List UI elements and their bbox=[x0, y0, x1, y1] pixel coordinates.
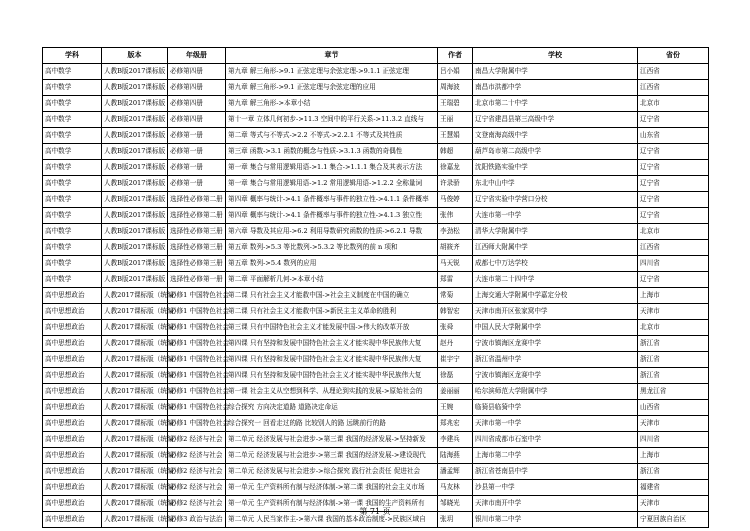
cell-edition: 人教2017课标版（统编） bbox=[102, 304, 168, 320]
cell-edition: 人教B版2017课标版 bbox=[102, 144, 168, 160]
header-grade-volume: 年级册 bbox=[168, 48, 226, 64]
cell-subject: 高中思想政治 bbox=[43, 496, 102, 512]
cell-edition: 人教2017课标版（统编） bbox=[102, 384, 168, 400]
cell-edition: 人教2017课标版（统编） bbox=[102, 336, 168, 352]
cell-subject: 高中数学 bbox=[43, 128, 102, 144]
cell-subject: 高中数学 bbox=[43, 64, 102, 80]
cell-school: 银川市第二中学 bbox=[473, 512, 638, 528]
cell-grade-volume: 选择性必修第一册 bbox=[168, 272, 226, 288]
cell-province: 四川省 bbox=[638, 256, 709, 272]
cell-school: 江西师大附属中学 bbox=[473, 240, 638, 256]
cell-subject: 高中思想政治 bbox=[43, 304, 102, 320]
table-row bbox=[43, 432, 709, 448]
cell-subject: 高中思想政治 bbox=[43, 336, 102, 352]
cell-province: 浙江省 bbox=[638, 368, 709, 384]
table-row bbox=[43, 304, 709, 320]
cell-edition: 人教2017课标版（统编） bbox=[102, 512, 168, 528]
table-row bbox=[43, 208, 709, 224]
cell-grade-volume: 必修第四册 bbox=[168, 96, 226, 112]
table-row bbox=[43, 176, 709, 192]
cell-grade-volume: 必修2 经济与社会 bbox=[168, 480, 226, 496]
cell-author: 陆海燕 bbox=[438, 448, 473, 464]
cell-edition: 人教2017课标版（统编） bbox=[102, 496, 168, 512]
cell-author: 常菊 bbox=[438, 288, 473, 304]
cell-province: 江西省 bbox=[638, 64, 709, 80]
cell-grade-volume: 必修1 中国特色社会 bbox=[168, 320, 226, 336]
cell-subject: 高中思想政治 bbox=[43, 320, 102, 336]
cell-grade-volume: 必修第四册 bbox=[168, 80, 226, 96]
table-row bbox=[43, 224, 709, 240]
cell-province: 江西省 bbox=[638, 240, 709, 256]
cell-province: 山东省 bbox=[638, 128, 709, 144]
cell-grade-volume: 必修1 中国特色社会 bbox=[168, 400, 226, 416]
cell-author: 韩智宏 bbox=[438, 304, 473, 320]
cell-author: 邹晓光 bbox=[438, 496, 473, 512]
table-row bbox=[43, 288, 709, 304]
cell-subject: 高中数学 bbox=[43, 176, 102, 192]
cell-subject: 高中思想政治 bbox=[43, 480, 102, 496]
cell-author: 崔宇宁 bbox=[438, 352, 473, 368]
cell-province: 山西省 bbox=[638, 400, 709, 416]
cell-province: 福建省 bbox=[638, 480, 709, 496]
cell-grade-volume: 必修1 中国特色社会 bbox=[168, 368, 226, 384]
cell-chapter: 第二单元 经济发展与社会进步->第三课 我国的经济发展->建设现代 bbox=[226, 448, 438, 464]
table-row bbox=[43, 160, 709, 176]
cell-author: 郑雷 bbox=[438, 272, 473, 288]
cell-school: 浙江省苍南县中学 bbox=[473, 464, 638, 480]
cell-subject: 高中思想政治 bbox=[43, 512, 102, 528]
table-row bbox=[43, 464, 709, 480]
cell-chapter: 第五章 数列->5.3 等比数列->5.3.2 等比数列的前 n 项和 bbox=[226, 240, 438, 256]
cell-edition: 人教2017课标版（统编） bbox=[102, 416, 168, 432]
cell-edition: 人教B版2017课标版 bbox=[102, 80, 168, 96]
cell-chapter: 第三课 只有中国特色社会主义才能发展中国->伟大的改革开放 bbox=[226, 320, 438, 336]
cell-grade-volume: 选择性必修第三册 bbox=[168, 256, 226, 272]
cell-province: 北京市 bbox=[638, 96, 709, 112]
table-row bbox=[43, 256, 709, 272]
cell-edition: 人教B版2017课标版 bbox=[102, 256, 168, 272]
cell-subject: 高中思想政治 bbox=[43, 368, 102, 384]
cell-chapter: 第十一章 立体几何初步->11.3 空间中的平行关系->11.3.2 直线与 bbox=[226, 112, 438, 128]
cell-author: 王慧娟 bbox=[438, 128, 473, 144]
cell-school: 宁波市镇海区龙赛中学 bbox=[473, 336, 638, 352]
cell-grade-volume: 必修2 经济与社会 bbox=[168, 464, 226, 480]
cell-chapter: 第四课 只有坚持和发展中国特色社会主义才能实现中华民族伟大复 bbox=[226, 336, 438, 352]
cell-province: 辽宁省 bbox=[638, 112, 709, 128]
cell-school: 宁波市镇海区龙赛中学 bbox=[473, 368, 638, 384]
cell-school: 辽宁省实验中学营口分校 bbox=[473, 192, 638, 208]
cell-province: 天津市 bbox=[638, 496, 709, 512]
cell-chapter: 第二课 只有社会主义才能救中国->新民主主义革命的胜利 bbox=[226, 304, 438, 320]
cell-school: 四川省成都市石室中学 bbox=[473, 432, 638, 448]
cell-grade-volume: 必修第一册 bbox=[168, 144, 226, 160]
cell-author: 郑兆宏 bbox=[438, 416, 473, 432]
cell-edition: 人教2017课标版（统编） bbox=[102, 400, 168, 416]
cell-edition: 人教B版2017课标版 bbox=[102, 208, 168, 224]
cell-province: 上海市 bbox=[638, 448, 709, 464]
cell-school: 东北中山中学 bbox=[473, 176, 638, 192]
cell-school: 天津市第一中学 bbox=[473, 416, 638, 432]
cell-grade-volume: 必修1 中国特色社会 bbox=[168, 288, 226, 304]
cell-subject: 高中思想政治 bbox=[43, 464, 102, 480]
cell-province: 辽宁省 bbox=[638, 208, 709, 224]
data-table bbox=[42, 47, 709, 528]
cell-subject: 高中数学 bbox=[43, 160, 102, 176]
cell-edition: 人教2017课标版（统编） bbox=[102, 288, 168, 304]
table-row bbox=[43, 64, 709, 80]
cell-author: 姜丽丽 bbox=[438, 384, 473, 400]
cell-author: 赵丹 bbox=[438, 336, 473, 352]
table-row bbox=[43, 128, 709, 144]
cell-subject: 高中思想政治 bbox=[43, 432, 102, 448]
cell-subject: 高中数学 bbox=[43, 272, 102, 288]
cell-edition: 人教B版2017课标版 bbox=[102, 240, 168, 256]
cell-province: 辽宁省 bbox=[638, 192, 709, 208]
table-row bbox=[43, 144, 709, 160]
table-row bbox=[43, 80, 709, 96]
cell-school: 临猗县临猗中学 bbox=[473, 400, 638, 416]
cell-school: 成都七中万达学校 bbox=[473, 256, 638, 272]
cell-grade-volume: 必修2 经济与社会 bbox=[168, 496, 226, 512]
cell-chapter: 第二单元 经济发展与社会进步->综合探究 践行社会责任 促进社会 bbox=[226, 464, 438, 480]
cell-author: 潘孟辉 bbox=[438, 464, 473, 480]
cell-province: 辽宁省 bbox=[638, 176, 709, 192]
table-row bbox=[43, 448, 709, 464]
cell-edition: 人教B版2017课标版 bbox=[102, 160, 168, 176]
cell-school: 天津市南开中学 bbox=[473, 496, 638, 512]
cell-author: 王瑞碧 bbox=[438, 96, 473, 112]
cell-school: 沙县第一中学 bbox=[473, 480, 638, 496]
cell-subject: 高中思想政治 bbox=[43, 288, 102, 304]
table-row bbox=[43, 320, 709, 336]
cell-author: 李劲松 bbox=[438, 224, 473, 240]
cell-province: 浙江省 bbox=[638, 352, 709, 368]
cell-subject: 高中数学 bbox=[43, 208, 102, 224]
cell-chapter: 第一单元 生产资料所有制与经济体制->第二课 我国的社会主义市场 bbox=[226, 480, 438, 496]
cell-grade-volume: 必修第一册 bbox=[168, 176, 226, 192]
table-row bbox=[43, 352, 709, 368]
cell-author: 胡筱齐 bbox=[438, 240, 473, 256]
cell-province: 辽宁省 bbox=[638, 144, 709, 160]
cell-chapter: 第二章 等式与不等式->2.2 不等式->2.2.1 不等式及其性质 bbox=[226, 128, 438, 144]
cell-author: 马俊婷 bbox=[438, 192, 473, 208]
cell-edition: 人教B版2017课标版 bbox=[102, 112, 168, 128]
cell-edition: 人教B版2017课标版 bbox=[102, 192, 168, 208]
table-row bbox=[43, 480, 709, 496]
cell-author: 马友林 bbox=[438, 480, 473, 496]
cell-grade-volume: 必修1 中国特色社会 bbox=[168, 304, 226, 320]
table-row bbox=[43, 112, 709, 128]
table-row bbox=[43, 96, 709, 112]
cell-school: 大连市第二十四中学 bbox=[473, 272, 638, 288]
table-row bbox=[43, 384, 709, 400]
cell-chapter: 综合探究 方向决定道路 道路决定命运 bbox=[226, 400, 438, 416]
cell-province: 浙江省 bbox=[638, 464, 709, 480]
cell-grade-volume: 必修1 中国特色社会 bbox=[168, 384, 226, 400]
cell-author: 吕小娟 bbox=[438, 64, 473, 80]
cell-grade-volume: 必修3 政治与法治 bbox=[168, 512, 226, 528]
table-row bbox=[43, 400, 709, 416]
cell-province: 浙江省 bbox=[638, 336, 709, 352]
cell-grade-volume: 选择性必修第二册 bbox=[168, 208, 226, 224]
header-school: 学校 bbox=[473, 48, 638, 64]
cell-school: 浙江省温州中学 bbox=[473, 352, 638, 368]
cell-subject: 高中思想政治 bbox=[43, 448, 102, 464]
cell-school: 南昌市洪都中学 bbox=[473, 80, 638, 96]
cell-province: 天津市 bbox=[638, 416, 709, 432]
cell-author: 韩超 bbox=[438, 144, 473, 160]
cell-school: 中国人民大学附属中学 bbox=[473, 320, 638, 336]
cell-author: 张舜 bbox=[438, 320, 473, 336]
cell-subject: 高中思想政治 bbox=[43, 384, 102, 400]
cell-subject: 高中思想政治 bbox=[43, 400, 102, 416]
cell-grade-volume: 必修第四册 bbox=[168, 64, 226, 80]
cell-edition: 人教2017课标版（统编） bbox=[102, 368, 168, 384]
cell-province: 上海市 bbox=[638, 288, 709, 304]
cell-edition: 人教B版2017课标版 bbox=[102, 176, 168, 192]
cell-chapter: 第二课 只有社会主义才能救中国->社会主义制度在中国的确立 bbox=[226, 288, 438, 304]
cell-subject: 高中数学 bbox=[43, 240, 102, 256]
cell-subject: 高中数学 bbox=[43, 80, 102, 96]
cell-edition: 人教2017课标版（统编） bbox=[102, 320, 168, 336]
cell-edition: 人教2017课标版（统编） bbox=[102, 480, 168, 496]
header-chapter: 章节 bbox=[226, 48, 438, 64]
cell-edition: 人教2017课标版（统编） bbox=[102, 352, 168, 368]
cell-subject: 高中数学 bbox=[43, 144, 102, 160]
cell-subject: 高中数学 bbox=[43, 112, 102, 128]
cell-chapter: 第四章 概率与统计->4.1 条件概率与事件的独立性->4.1.1 条件概率 bbox=[226, 192, 438, 208]
cell-chapter: 第九章 解三角形->9.1 正弦定理与余弦定理->9.1.1 正弦定理 bbox=[226, 64, 438, 80]
cell-author: 张伟 bbox=[438, 208, 473, 224]
cell-grade-volume: 选择性必修第二册 bbox=[168, 192, 226, 208]
cell-subject: 高中数学 bbox=[43, 96, 102, 112]
cell-grade-volume: 必修第四册 bbox=[168, 112, 226, 128]
cell-chapter: 第四课 只有坚持和发展中国特色社会主义才能实现中华民族伟大复 bbox=[226, 368, 438, 384]
cell-author: 徐嘉龙 bbox=[438, 160, 473, 176]
cell-chapter: 综合探究一 回看走过的路 比较别人的路 远眺前行的路 bbox=[226, 416, 438, 432]
cell-chapter: 第二单元 人民当家作主->第六课 我国的基本政治制度->民族区域自 bbox=[226, 512, 438, 528]
cell-grade-volume: 必修1 中国特色社会 bbox=[168, 352, 226, 368]
cell-chapter: 第五章 数列->5.4 数列的应用 bbox=[226, 256, 438, 272]
table-row bbox=[43, 336, 709, 352]
cell-subject: 高中思想政治 bbox=[43, 416, 102, 432]
cell-edition: 人教B版2017课标版 bbox=[102, 224, 168, 240]
cell-chapter: 第三章 函数->3.1 函数的概念与性质->3.1.3 函数的奇偶性 bbox=[226, 144, 438, 160]
cell-author: 徐磊 bbox=[438, 368, 473, 384]
cell-school: 大连市第一中学 bbox=[473, 208, 638, 224]
cell-grade-volume: 必修第一册 bbox=[168, 160, 226, 176]
cell-school: 天津市南开区张家窝中学 bbox=[473, 304, 638, 320]
header-author: 作者 bbox=[438, 48, 473, 64]
cell-school: 哈尔滨师范大学附属中学 bbox=[473, 384, 638, 400]
cell-edition: 人教2017课标版（统编） bbox=[102, 464, 168, 480]
cell-subject: 高中数学 bbox=[43, 192, 102, 208]
header-subject: 学科 bbox=[43, 48, 102, 64]
table-body bbox=[43, 64, 709, 528]
cell-school: 清华大学附属中学 bbox=[473, 224, 638, 240]
cell-province: 北京市 bbox=[638, 224, 709, 240]
cell-author: 许录骄 bbox=[438, 176, 473, 192]
cell-school: 上海市第二中学 bbox=[473, 448, 638, 464]
cell-school: 上海交通大学附属中学嘉定分校 bbox=[473, 288, 638, 304]
cell-author: 王丽 bbox=[438, 112, 473, 128]
table-row bbox=[43, 368, 709, 384]
cell-province: 辽宁省 bbox=[638, 272, 709, 288]
cell-province: 辽宁省 bbox=[638, 160, 709, 176]
cell-school: 沈阳铁路实验中学 bbox=[473, 160, 638, 176]
cell-province: 北京市 bbox=[638, 320, 709, 336]
cell-province: 天津市 bbox=[638, 304, 709, 320]
cell-grade-volume: 必修1 中国特色社会 bbox=[168, 336, 226, 352]
cell-chapter: 第六章 导数及其应用->6.2 利用导数研究函数的性质->6.2.1 导数 bbox=[226, 224, 438, 240]
cell-province: 黑龙江省 bbox=[638, 384, 709, 400]
header-row bbox=[43, 48, 709, 64]
cell-subject: 高中思想政治 bbox=[43, 352, 102, 368]
cell-author: 周海波 bbox=[438, 80, 473, 96]
table-header bbox=[43, 48, 709, 64]
header-province: 省份 bbox=[638, 48, 709, 64]
cell-chapter: 第二单元 经济发展与社会进步->第三课 我国的经济发展->坚持新发 bbox=[226, 432, 438, 448]
cell-author: 张玥 bbox=[438, 512, 473, 528]
cell-edition: 人教2017课标版（统编） bbox=[102, 432, 168, 448]
cell-subject: 高中数学 bbox=[43, 224, 102, 240]
cell-author: 李建兵 bbox=[438, 432, 473, 448]
cell-author: 马天锐 bbox=[438, 256, 473, 272]
cell-province: 宁夏回族自治区 bbox=[638, 512, 709, 528]
cell-author: 王婉 bbox=[438, 400, 473, 416]
cell-school: 文登南海高级中学 bbox=[473, 128, 638, 144]
cell-chapter: 第二章 平面解析几何->本章小结 bbox=[226, 272, 438, 288]
cell-school: 南昌大学附属中学 bbox=[473, 64, 638, 80]
table-row bbox=[43, 272, 709, 288]
cell-province: 四川省 bbox=[638, 432, 709, 448]
cell-subject: 高中数学 bbox=[43, 256, 102, 272]
cell-chapter: 第一单元 生产资料所有制与经济体制->第一课 我国的生产资料所有 bbox=[226, 496, 438, 512]
table-row bbox=[43, 416, 709, 432]
page-number: 第 71 页 bbox=[359, 507, 391, 516]
header-edition: 版本 bbox=[102, 48, 168, 64]
cell-edition: 人教B版2017课标版 bbox=[102, 128, 168, 144]
cell-school: 辽宁省建昌县第三高级中学 bbox=[473, 112, 638, 128]
table-row bbox=[43, 240, 709, 256]
cell-grade-volume: 必修2 经济与社会 bbox=[168, 432, 226, 448]
table-row bbox=[43, 192, 709, 208]
cell-edition: 人教2017课标版（统编） bbox=[102, 448, 168, 464]
cell-edition: 人教B版2017课标版 bbox=[102, 272, 168, 288]
cell-province: 江西省 bbox=[638, 80, 709, 96]
cell-edition: 人教B版2017课标版 bbox=[102, 96, 168, 112]
cell-grade-volume: 必修第一册 bbox=[168, 128, 226, 144]
cell-chapter: 第一章 集合与常用逻辑用语->1.1 集合->1.1.1 集合及其表示方法 bbox=[226, 160, 438, 176]
cell-edition: 人教B版2017课标版 bbox=[102, 64, 168, 80]
cell-school: 北京市第二十中学 bbox=[473, 96, 638, 112]
cell-grade-volume: 选择性必修第三册 bbox=[168, 240, 226, 256]
cell-chapter: 第一课 社会主义从空想到科学、从理论到实践的发展->原始社会的 bbox=[226, 384, 438, 400]
cell-chapter: 第九章 解三角形->9.1 正弦定理与余弦定理的应用 bbox=[226, 80, 438, 96]
cell-chapter: 第四课 只有坚持和发展中国特色社会主义才能实现中华民族伟大复 bbox=[226, 352, 438, 368]
cell-school: 葫芦岛市第二高级中学 bbox=[473, 144, 638, 160]
cell-chapter: 第九章 解三角形->本章小结 bbox=[226, 96, 438, 112]
cell-grade-volume: 选择性必修第三册 bbox=[168, 224, 226, 240]
cell-chapter: 第一章 集合与常用逻辑用语->1.2 常用逻辑用语->1.2.2 全称量词 bbox=[226, 176, 438, 192]
cell-grade-volume: 必修1 中国特色社会 bbox=[168, 416, 226, 432]
cell-chapter: 第四章 概率与统计->4.1 条件概率与事件的独立性->4.1.3 独立性 bbox=[226, 208, 438, 224]
cell-grade-volume: 必修2 经济与社会 bbox=[168, 448, 226, 464]
